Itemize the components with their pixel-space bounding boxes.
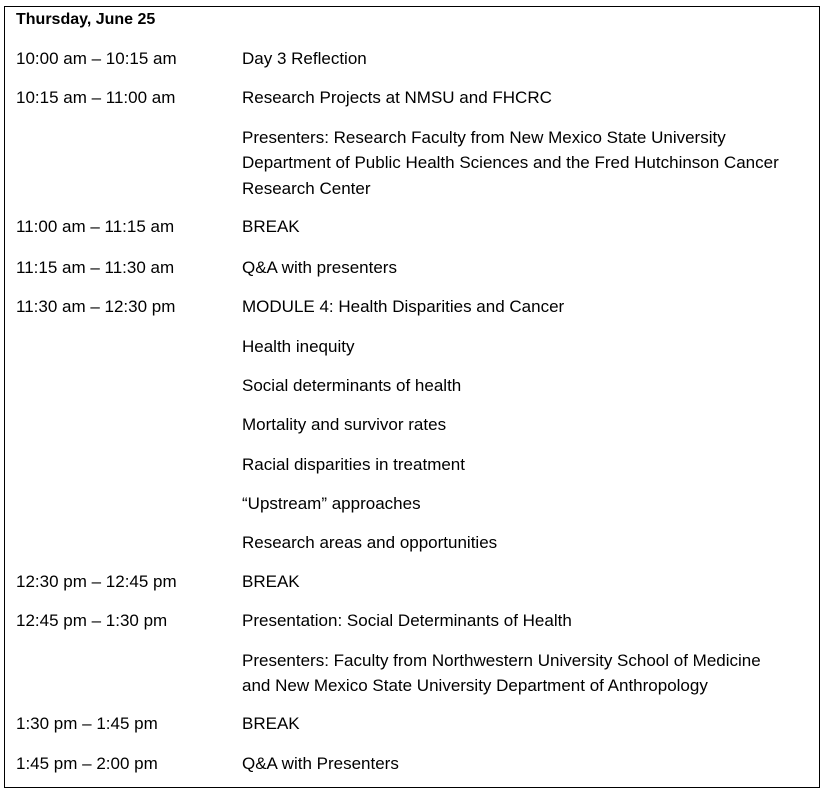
row-time: 10:15 am – 11:00 am <box>16 88 176 107</box>
row-description: Research Center <box>242 179 371 198</box>
row-description: Presentation: Social Determinants of Health <box>242 611 572 630</box>
module-topic: Mortality and survivor rates <box>242 415 447 434</box>
row-time: 11:15 am – 11:30 am <box>16 258 175 277</box>
row-time: 11:00 am – 11:15 am <box>16 217 175 236</box>
row-description: Q&A with presenters <box>242 258 397 277</box>
row-description: Department of Public Health Sciences and the Fred Hutchinson Cancer <box>242 153 779 172</box>
row-description: and New Mexico State University Department of Anthropology <box>242 676 708 695</box>
module-topic: Research areas and opportunities <box>242 533 498 552</box>
row-description: MODULE 4: Health Disparities and Cancer <box>242 297 565 316</box>
module-topic: “Upstream” approaches <box>242 494 421 513</box>
row-description: BREAK <box>242 714 300 733</box>
row-description: Presenters: Faculty from Northwestern University School of Medicine <box>242 651 761 670</box>
row-time: 1:45 pm – 2:00 pm <box>16 754 158 773</box>
row-description: BREAK <box>242 572 300 591</box>
module-topic: Social determinants of health <box>242 376 462 395</box>
row-time: 1:30 pm – 1:45 pm <box>16 714 158 733</box>
row-time: 12:30 pm – 12:45 pm <box>16 572 177 591</box>
day-heading: Thursday, June 25 <box>16 11 156 28</box>
row-time: 11:30 am – 12:30 pm <box>16 297 176 316</box>
module-topic: Racial disparities in treatment <box>242 455 465 474</box>
row-description: Q&A with Presenters <box>242 754 399 773</box>
module-topic: Health inequity <box>242 337 355 356</box>
row-description: Research Projects at NMSU and FHCRC <box>242 88 552 107</box>
row-time: 12:45 pm – 1:30 pm <box>16 611 168 630</box>
row-time: 10:00 am – 10:15 am <box>16 49 177 68</box>
row-description: Presenters: Research Faculty from New Mexico State University <box>242 128 726 147</box>
row-description: BREAK <box>242 217 300 236</box>
row-description: Day 3 Reflection <box>242 49 367 68</box>
